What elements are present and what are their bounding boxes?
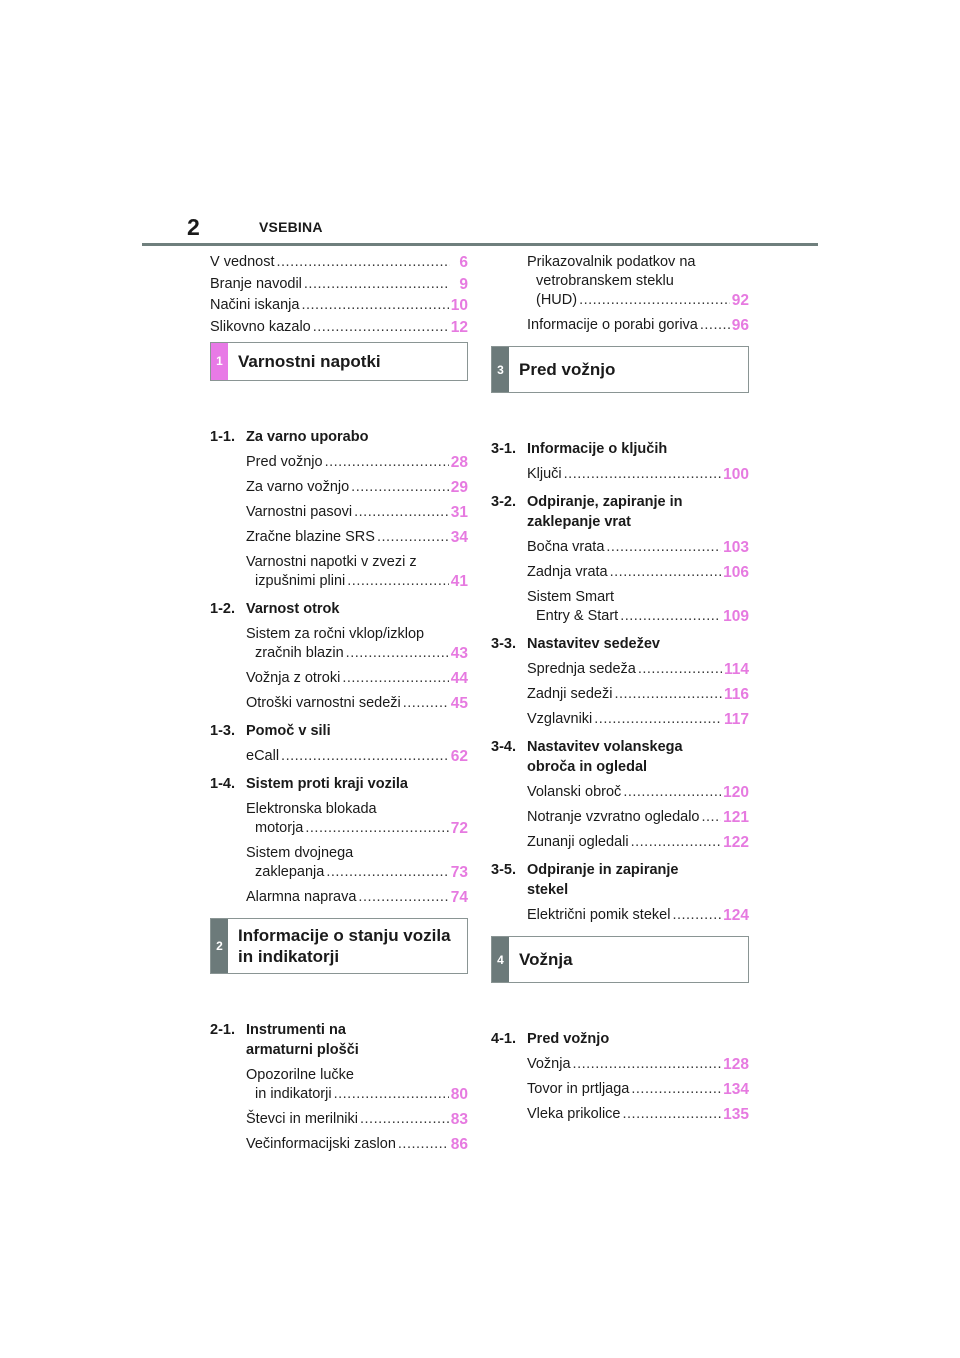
toc-entry[interactable]	[491, 808, 749, 827]
page-ref: 92	[731, 292, 749, 309]
dot-leader	[579, 291, 730, 310]
page-ref: 72	[450, 819, 468, 837]
dot-leader	[281, 747, 449, 766]
chapter-title: Vožnja	[519, 950, 573, 969]
section-number: 1-2.	[210, 600, 235, 617]
dot-leader	[313, 318, 449, 337]
toc-entry[interactable]	[210, 528, 468, 547]
dot-leader	[301, 296, 448, 315]
chapter-title: Informacije o stanju vozila in indikatorji	[238, 925, 451, 966]
dot-leader	[342, 669, 448, 688]
chapter-box-4[interactable]	[491, 936, 749, 983]
toc-entry[interactable]	[210, 1135, 468, 1154]
toc-entry[interactable]: Sistem za ročni vklop/izklop zračnih blazin ..... 43	[210, 625, 468, 663]
entry-title: Ključi	[527, 466, 562, 482]
page-ref: 43	[450, 644, 468, 662]
dot-leader	[594, 710, 722, 729]
page-ref: 86	[450, 1135, 468, 1153]
page-number: 2	[187, 214, 200, 240]
chapter-title: Varnostni napotki	[238, 351, 381, 371]
page-ref: 109	[723, 608, 749, 625]
entry-title: (HUD)	[536, 292, 578, 308]
page-ref: 96	[731, 317, 749, 334]
toc-entry[interactable]: Varnostni napotki v zvezi z izpušnimi plini ..... 41	[210, 553, 468, 591]
toc-left-column	[210, 253, 468, 1154]
page-ref: 117	[723, 711, 749, 728]
toc-right-column	[491, 253, 749, 1124]
section-heading: 4-1. Pred vožnjo	[491, 1031, 610, 1047]
dot-leader	[631, 1080, 721, 1099]
dot-leader	[623, 783, 721, 802]
page-ref: 83	[450, 1110, 468, 1128]
header-rule	[142, 243, 818, 246]
page-ref: 134	[723, 1081, 749, 1098]
page-ref: 100	[723, 466, 749, 483]
page-ref: 9	[459, 275, 468, 293]
section-number: 3-3.	[491, 636, 516, 652]
page-ref: 10	[450, 297, 468, 314]
entry-title: Volanski obroč	[527, 784, 622, 800]
page-ref: 12	[450, 318, 468, 336]
toc-entry[interactable]: Prikazovalnik podatkov na vetrobranskem steklu (HUD) ..... 92	[491, 253, 749, 310]
dot-leader	[398, 1135, 449, 1154]
toc-entry[interactable]	[491, 710, 749, 729]
dot-leader	[334, 1085, 449, 1104]
entry-title: Vzglavniki	[527, 711, 593, 727]
toc-entry[interactable]	[491, 906, 749, 925]
dot-leader	[347, 572, 448, 591]
entry-title: Pred vožnjo	[246, 453, 323, 470]
entry-title: Bočna vrata	[527, 539, 605, 555]
page-ref: 28	[450, 453, 468, 471]
toc-entry[interactable]	[491, 316, 749, 335]
entry-title: Tovor in prtljaga	[527, 1081, 630, 1097]
entry-title: Branje navodil	[210, 275, 302, 292]
toc-entry[interactable]	[210, 669, 468, 688]
entry-title: izpušnimi plini	[255, 572, 346, 589]
chapter-tab: 1	[211, 343, 228, 380]
section-number: 1-4.	[210, 775, 235, 792]
dot-leader	[672, 906, 721, 925]
page-ref: 44	[450, 669, 468, 687]
page-ref: 103	[723, 539, 749, 556]
page-ref: 41	[450, 572, 468, 590]
entry-title: Entry & Start	[536, 608, 619, 624]
toc-entry[interactable]	[491, 1080, 749, 1099]
section-number: 3-4.	[491, 739, 516, 755]
chapter-title: Pred vožnjo	[519, 360, 616, 379]
toc-entry[interactable]	[210, 478, 468, 497]
entry-title: Zadnji sedeži	[527, 686, 613, 702]
toc-entry[interactable]: Sistem dvojnega zaklepanja ..... 73	[210, 844, 468, 882]
dot-leader	[573, 1055, 722, 1074]
dot-leader	[346, 644, 449, 663]
entry-title: Načini iskanja	[210, 297, 300, 313]
toc-entry[interactable]	[491, 833, 749, 852]
toc-entry[interactable]	[491, 563, 749, 582]
toc-entry[interactable]	[491, 538, 749, 557]
entry-title: Zadnja vrata	[527, 564, 608, 580]
toc-entry[interactable]	[491, 660, 749, 679]
page-ref: 135	[723, 1106, 749, 1123]
toc-entry[interactable]	[210, 253, 468, 272]
entry-title: Vožnja z otroki	[246, 669, 341, 686]
entry-title: Vožnja	[527, 1056, 571, 1072]
dot-leader	[304, 275, 450, 294]
chapter-box-2[interactable]	[210, 918, 468, 974]
entry-title: motorja	[255, 819, 304, 836]
section-heading: 3-2. Odpiranje, zapiranje in zaklepanje vrat	[491, 494, 683, 530]
toc-entry[interactable]	[491, 465, 749, 484]
entry-title: V vednost	[210, 254, 275, 270]
section-number: 3-5.	[491, 862, 516, 878]
page-ref: 74	[450, 888, 468, 906]
running-header: VSEBINA	[259, 219, 323, 235]
toc-entry[interactable]	[210, 296, 468, 315]
entry-title: Zračne blazine SRS	[246, 528, 375, 545]
section-number: 3-1.	[491, 441, 516, 457]
page-ref: 121	[723, 809, 749, 826]
chapter-box-3[interactable]	[491, 346, 749, 393]
dot-leader	[614, 685, 722, 704]
dot-leader	[610, 563, 722, 582]
entry-title: Števci in merilniki	[246, 1110, 358, 1127]
section-heading: 3-5. Odpiranje in zapiranje stekel	[491, 862, 679, 898]
dot-leader	[377, 528, 449, 547]
dot-leader	[620, 607, 721, 626]
toc-entry[interactable]	[210, 888, 468, 907]
page-ref: 124	[723, 907, 749, 924]
dot-leader	[351, 478, 449, 497]
entry-title: Vleka prikolice	[527, 1106, 621, 1122]
chapter-tab: 3	[492, 347, 509, 392]
toc-entry[interactable]	[210, 318, 468, 337]
dot-leader	[358, 888, 448, 907]
page-ref: 120	[723, 784, 749, 801]
page-ref: 80	[450, 1085, 468, 1103]
section-heading: 3-3. Nastavitev sedežev	[491, 636, 660, 652]
chapter-box-1[interactable]	[210, 342, 468, 381]
section-heading: 1-1. Za varno uporabo	[210, 428, 369, 445]
toc-entry[interactable]: Elektronska blokada motorja ..... 72	[210, 800, 468, 838]
section-heading: 3-4. Nastavitev volanskega obroča in ogledal	[491, 739, 683, 775]
toc-entry[interactable]	[491, 783, 749, 802]
section-heading: 1-3. Pomoč v sili	[210, 722, 331, 739]
section-number: 2-1.	[210, 1021, 235, 1038]
entry-title: Alarmna naprava	[246, 888, 357, 905]
dot-leader	[277, 253, 451, 272]
entry-title: zaklepanja	[255, 863, 325, 880]
section-number: 3-2.	[491, 494, 516, 510]
entry-title: Otroški varnostni sedeži	[246, 694, 401, 711]
dot-leader	[700, 316, 730, 335]
section-number: 1-3.	[210, 722, 235, 739]
dot-leader	[326, 863, 448, 882]
page-ref: 114	[723, 661, 749, 678]
toc-entry[interactable]	[210, 453, 468, 472]
section-number: 1-1.	[210, 428, 235, 445]
section-heading: 1-2. Varnost otrok	[210, 600, 340, 617]
section-heading: 2-1. Instrumenti na armaturni plošči	[210, 1021, 359, 1058]
entry-title: Električni pomik stekel	[527, 907, 671, 923]
entry-title: Zunanji ogledali	[527, 834, 629, 850]
page-ref: 116	[723, 686, 749, 703]
entry-title: zračnih blazin	[255, 644, 344, 661]
page-ref: 29	[450, 478, 468, 496]
chapter-tab: 2	[211, 919, 228, 973]
chapter-tab: 4	[492, 937, 509, 982]
toc-entry[interactable]	[491, 1105, 749, 1124]
entry-title: Notranje vzvratno ogledalo	[527, 809, 700, 825]
dot-leader	[623, 1105, 722, 1124]
section-number: 4-1.	[491, 1031, 516, 1047]
entry-title: Varnostni pasovi	[246, 503, 353, 520]
entry-title: Večinformacijski zaslon	[246, 1135, 396, 1152]
toc-entry[interactable]	[210, 694, 468, 713]
section-heading: 3-1. Informacije o ključih	[491, 441, 668, 457]
page-ref: 45	[450, 694, 468, 712]
entry-title: in indikatorji	[255, 1085, 332, 1102]
dot-leader	[631, 833, 722, 852]
toc-entry[interactable]	[210, 503, 468, 522]
page-ref: 106	[723, 564, 749, 581]
toc-entry[interactable]	[210, 1110, 468, 1129]
dot-leader	[354, 503, 449, 522]
toc-entry[interactable]	[210, 275, 468, 294]
dot-leader	[305, 819, 448, 838]
dot-leader	[638, 660, 722, 679]
page-ref: 122	[723, 834, 749, 851]
entry-title: Informacije o porabi goriva	[527, 317, 698, 333]
dot-leader	[702, 808, 722, 827]
dot-leader	[403, 694, 449, 713]
page-ref: 62	[450, 747, 468, 765]
page-ref: 73	[450, 863, 468, 881]
dot-leader	[360, 1110, 449, 1129]
page-ref: 34	[450, 528, 468, 546]
dot-leader	[606, 538, 721, 557]
entry-title: eCall	[246, 747, 280, 764]
toc-entry[interactable]	[210, 747, 468, 766]
entry-title: Za varno vožnjo	[246, 478, 350, 495]
page-ref: 128	[723, 1056, 749, 1073]
dot-leader	[564, 465, 721, 484]
toc-entry[interactable]	[491, 685, 749, 704]
entry-title: Slikovno kazalo	[210, 318, 311, 335]
entry-title: Sprednja sedeža	[527, 661, 636, 677]
toc-entry[interactable]: Opozorilne lučke in indikatorji ..... 80	[210, 1066, 468, 1104]
page-ref: 6	[459, 254, 468, 271]
toc-entry[interactable]: Sistem Smart Entry & Start ..... 109	[491, 588, 749, 626]
dot-leader	[325, 453, 449, 472]
toc-entry[interactable]	[491, 1055, 749, 1074]
page-ref: 31	[450, 503, 468, 521]
section-heading: 1-4. Sistem proti kraji vozila	[210, 775, 408, 792]
